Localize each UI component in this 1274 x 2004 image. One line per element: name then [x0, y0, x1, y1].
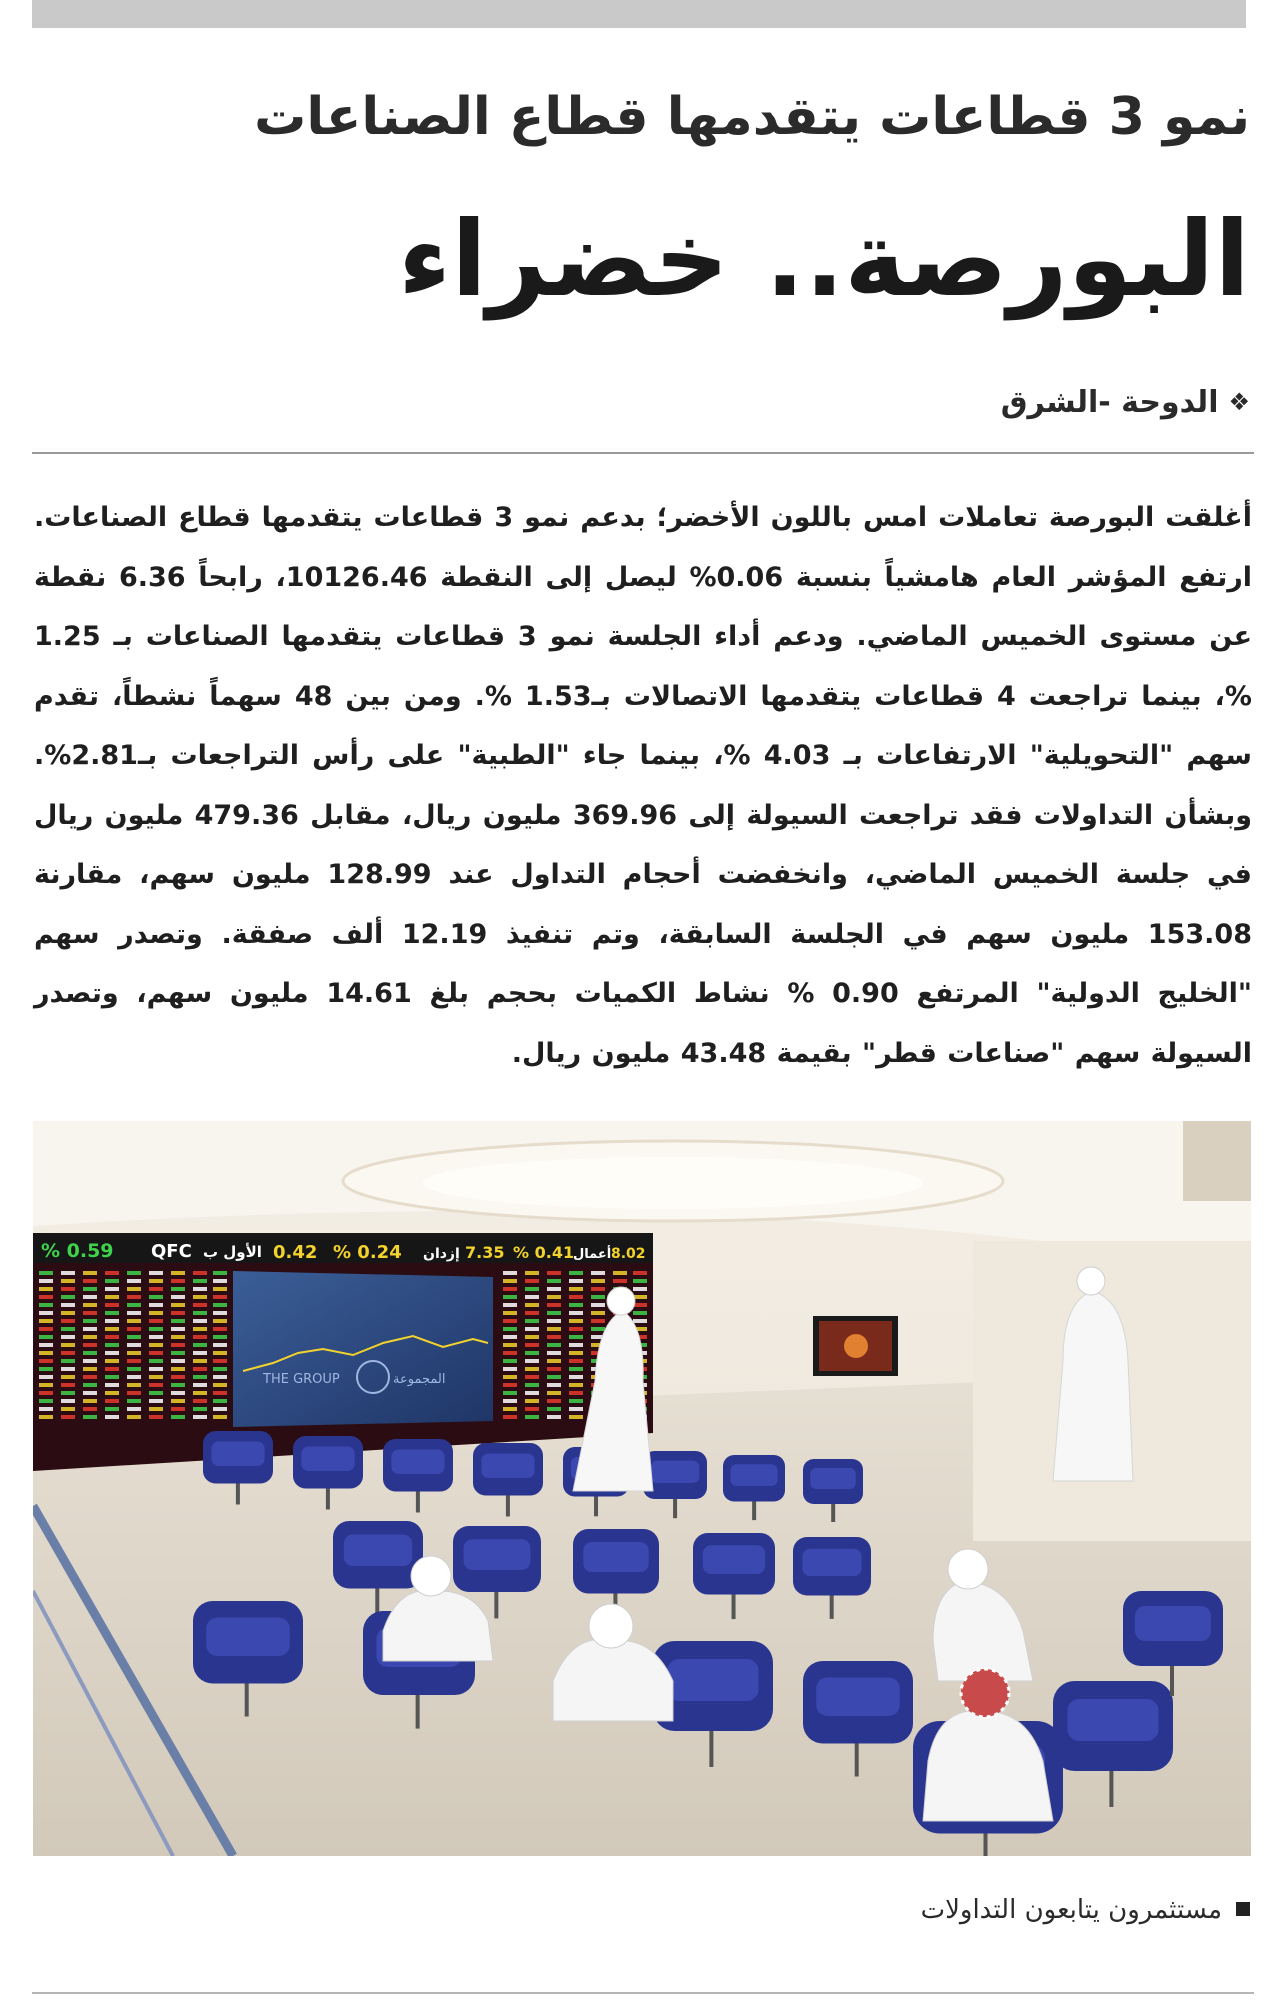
ticker-cell	[61, 1367, 75, 1371]
ticker-cell	[633, 1319, 647, 1323]
ticker-cell	[39, 1343, 53, 1347]
ticker-cell	[547, 1351, 561, 1355]
caption-text: مستثمرون يتابعون التداولات	[920, 1895, 1222, 1925]
ticker-cell	[61, 1415, 75, 1419]
ticker-cell	[39, 1279, 53, 1283]
ticker-cell	[61, 1407, 75, 1411]
ticker-cell	[171, 1351, 185, 1355]
ticker-cell	[39, 1359, 53, 1363]
ticker-cell	[127, 1359, 141, 1363]
ticker-cell	[105, 1279, 119, 1283]
ticker-cell	[503, 1399, 517, 1403]
trading-floor-photo	[33, 1121, 1251, 1856]
ticker-cell	[525, 1359, 539, 1363]
ticker-cell	[61, 1399, 75, 1403]
ticker-cell	[193, 1319, 207, 1323]
ticker-cell	[591, 1287, 605, 1291]
ticker-cell	[61, 1311, 75, 1315]
ticker-cell	[525, 1303, 539, 1307]
ticker-cell	[525, 1327, 539, 1331]
ticker-cell	[193, 1359, 207, 1363]
ticker-cell	[193, 1391, 207, 1395]
ticker-cell	[633, 1279, 647, 1283]
ticker-cell	[193, 1279, 207, 1283]
ticker-cell	[193, 1327, 207, 1331]
ticker-pct-1: % 0.59	[41, 1240, 114, 1262]
ticker-cell	[39, 1391, 53, 1395]
ticker-cell	[149, 1351, 163, 1355]
ticker-cell	[547, 1399, 561, 1403]
ticker-cell	[61, 1335, 75, 1339]
ticker-cell	[525, 1311, 539, 1315]
ticker-cell	[525, 1383, 539, 1387]
article-dateline	[1001, 382, 1250, 423]
ticker-cell	[525, 1279, 539, 1283]
ticker-cell	[569, 1319, 583, 1323]
ticker-cell	[83, 1351, 97, 1355]
ticker-cell	[503, 1279, 517, 1283]
ticker-cell	[613, 1271, 627, 1275]
ticker-cell	[39, 1367, 53, 1371]
ticker-cell	[149, 1391, 163, 1395]
ticker-cell	[105, 1295, 119, 1299]
ticker-cell	[39, 1287, 53, 1291]
ticker-cell	[633, 1311, 647, 1315]
ticker-cell	[525, 1375, 539, 1379]
ticker-cell	[39, 1319, 53, 1323]
ticker-cell	[127, 1303, 141, 1307]
ticker-cell	[127, 1295, 141, 1299]
ticker-cell	[61, 1383, 75, 1387]
ticker-cell	[149, 1327, 163, 1331]
ticker-cell	[569, 1367, 583, 1371]
top-gray-bar	[32, 0, 1246, 28]
ticker-cell	[193, 1271, 207, 1275]
ticker-cell	[569, 1399, 583, 1403]
ticker-cell	[105, 1351, 119, 1355]
ticker-cell	[547, 1303, 561, 1307]
ticker-cell	[525, 1399, 539, 1403]
ticker-cell	[149, 1279, 163, 1283]
ticker-cell	[83, 1279, 97, 1283]
ticker-cell	[83, 1375, 97, 1379]
ticker-cell	[127, 1351, 141, 1355]
ticker-cell	[83, 1295, 97, 1299]
ticker-cell	[61, 1295, 75, 1299]
ticker-cell	[503, 1407, 517, 1411]
ticker-cell	[39, 1311, 53, 1315]
ticker-cell	[503, 1303, 517, 1307]
ticker-cell	[547, 1367, 561, 1371]
ticker-cell	[171, 1303, 185, 1307]
ticker-cell	[127, 1343, 141, 1347]
header-divider	[32, 452, 1254, 454]
dateline-text: الدوحة -الشرق	[1000, 385, 1219, 420]
ticker-cell	[61, 1303, 75, 1307]
ticker-cell	[61, 1359, 75, 1363]
ticker-cell	[127, 1399, 141, 1403]
ticker-cell	[83, 1399, 97, 1403]
ticker-cell	[503, 1415, 517, 1419]
ticker-cell	[503, 1271, 517, 1275]
ticker-qfc: QFC	[151, 1241, 192, 1262]
ticker-cell	[547, 1287, 561, 1291]
ticker-cell	[503, 1359, 517, 1363]
ticker-cell	[127, 1415, 141, 1419]
ticker-cell	[633, 1287, 647, 1291]
ticker-cell	[105, 1303, 119, 1307]
ticker-cell	[127, 1335, 141, 1339]
ticker-cell	[105, 1383, 119, 1387]
ticker-cell	[61, 1279, 75, 1283]
ticker-cell	[547, 1295, 561, 1299]
ticker-cell	[569, 1271, 583, 1275]
ticker-cell	[547, 1335, 561, 1339]
ticker-cell	[83, 1359, 97, 1363]
ticker-cell	[127, 1287, 141, 1291]
ticker-cell	[193, 1295, 207, 1299]
ticker-cell	[105, 1343, 119, 1347]
ticker-cell	[503, 1383, 517, 1387]
ticker-cell	[569, 1391, 583, 1395]
screen-logo-ar: المجموعة	[393, 1372, 446, 1387]
ticker-cell	[213, 1351, 227, 1355]
ticker-cell	[591, 1279, 605, 1283]
ticker-cell	[547, 1279, 561, 1283]
ticker-cell	[525, 1391, 539, 1395]
ticker-cell	[149, 1311, 163, 1315]
ticker-cell	[39, 1295, 53, 1299]
ticker-cell	[127, 1271, 141, 1275]
ticker-cell	[149, 1407, 163, 1411]
ticker-cell	[547, 1271, 561, 1275]
ticker-cell	[149, 1383, 163, 1387]
ticker-cell	[569, 1311, 583, 1315]
ticker-cell	[105, 1407, 119, 1411]
ticker-cell	[525, 1351, 539, 1355]
ticker-cell	[149, 1335, 163, 1339]
ticker-cell	[503, 1287, 517, 1291]
ticker-cell	[149, 1319, 163, 1323]
ticker-cell	[193, 1407, 207, 1411]
ticker-cell	[105, 1319, 119, 1323]
ticker-cell	[525, 1415, 539, 1419]
ticker-cell	[525, 1287, 539, 1291]
ticker-cell	[569, 1335, 583, 1339]
ticker-cell	[547, 1311, 561, 1315]
ticker-cell	[213, 1287, 227, 1291]
ticker-cell	[149, 1399, 163, 1403]
ticker-cell	[193, 1351, 207, 1355]
ticker-cell	[569, 1351, 583, 1355]
ticker-cell	[569, 1383, 583, 1387]
ticker-cell	[171, 1319, 185, 1323]
ticker-cell	[149, 1367, 163, 1371]
ticker-cell	[83, 1287, 97, 1291]
article-kicker: نمو 3 قطاعات يتقدمها قطاع الصناعات	[254, 87, 1250, 147]
ticker-cell	[83, 1311, 97, 1315]
ticker-cell	[213, 1271, 227, 1275]
ticker-cell	[213, 1295, 227, 1299]
ticker-cell	[569, 1279, 583, 1283]
ticker-cell	[503, 1327, 517, 1331]
ticker-cell	[83, 1367, 97, 1371]
ticker-cell	[591, 1327, 605, 1331]
photo-caption	[921, 1890, 1250, 1930]
ticker-cell	[547, 1407, 561, 1411]
ticker-value-2: % 0.24	[333, 1242, 402, 1263]
ticker-cell	[171, 1391, 185, 1395]
ticker-cell	[569, 1295, 583, 1299]
ticker-cell	[149, 1303, 163, 1307]
ticker-cell	[569, 1327, 583, 1331]
ticker-cell	[105, 1335, 119, 1339]
footer-divider	[32, 1992, 1254, 1994]
ticker-cell	[83, 1335, 97, 1339]
ticker-cell	[547, 1391, 561, 1395]
square-bullet-icon	[1236, 1902, 1250, 1916]
ticker-cell	[569, 1287, 583, 1291]
ticker-cell	[105, 1271, 119, 1275]
ticker-cell	[193, 1311, 207, 1315]
ticker-cell	[213, 1399, 227, 1403]
ticker-cell	[127, 1319, 141, 1323]
ticker-value-5: 8.02	[611, 1246, 646, 1262]
screen-logo-en: THE GROUP	[263, 1372, 340, 1387]
ticker-cell	[61, 1327, 75, 1331]
ticker-cell	[525, 1335, 539, 1339]
ticker-cell	[39, 1351, 53, 1355]
ticker-cell	[105, 1367, 119, 1371]
ticker-cell	[149, 1359, 163, 1363]
ticker-cell	[149, 1271, 163, 1275]
ticker-cell	[547, 1359, 561, 1363]
ticker-cell	[39, 1383, 53, 1387]
ticker-board	[33, 1233, 653, 1471]
ticker-cell	[61, 1375, 75, 1379]
ticker-cell	[569, 1407, 583, 1411]
ticker-cell	[569, 1375, 583, 1379]
ticker-cell	[193, 1399, 207, 1403]
ticker-cell	[149, 1415, 163, 1419]
ticker-cell	[149, 1287, 163, 1291]
ticker-cell	[61, 1287, 75, 1291]
ticker-cell	[171, 1359, 185, 1363]
ticker-cell	[503, 1351, 517, 1355]
ticker-cell	[61, 1343, 75, 1347]
ticker-cell	[149, 1375, 163, 1379]
ticker-cell	[171, 1383, 185, 1387]
ticker-cell	[39, 1303, 53, 1307]
article-headline: البورصة.. خضراء	[398, 198, 1250, 320]
ticker-cell	[171, 1415, 185, 1419]
ticker-cell	[171, 1279, 185, 1283]
ticker-cell	[213, 1335, 227, 1339]
ticker-cell	[213, 1359, 227, 1363]
ticker-cell	[547, 1375, 561, 1379]
ticker-cell	[547, 1415, 561, 1419]
ticker-cell	[105, 1391, 119, 1395]
ticker-cell	[39, 1327, 53, 1331]
ticker-cell	[591, 1311, 605, 1315]
ticker-cell	[171, 1327, 185, 1331]
ticker-cell	[547, 1343, 561, 1347]
ticker-cell	[193, 1415, 207, 1419]
ticker-cell	[127, 1327, 141, 1331]
ticker-cell	[83, 1271, 97, 1275]
ticker-cell	[105, 1287, 119, 1291]
ticker-ezdan: إزدان	[423, 1246, 460, 1262]
ticker-cell	[171, 1343, 185, 1347]
ticker-cell	[127, 1375, 141, 1379]
ticker-cell	[105, 1359, 119, 1363]
ticker-cell	[213, 1327, 227, 1331]
ticker-cell	[83, 1303, 97, 1307]
ticker-cell	[171, 1295, 185, 1299]
ticker-cell	[171, 1287, 185, 1291]
ticker-cell	[633, 1271, 647, 1275]
ticker-cell	[171, 1375, 185, 1379]
ticker-cell	[83, 1391, 97, 1395]
ticker-cell	[149, 1295, 163, 1299]
ticker-cell	[193, 1367, 207, 1371]
ticker-cell	[105, 1311, 119, 1315]
ticker-cell	[171, 1271, 185, 1275]
ticker-cell	[39, 1407, 53, 1411]
ticker-cell	[171, 1311, 185, 1315]
ticker-cell	[503, 1311, 517, 1315]
ticker-cell	[83, 1327, 97, 1331]
ticker-cell	[171, 1407, 185, 1411]
ticker-cell	[213, 1279, 227, 1283]
ticker-amal: أعمال	[573, 1247, 612, 1262]
ticker-cell	[61, 1391, 75, 1395]
ticker-cell	[591, 1271, 605, 1275]
ticker-cell	[39, 1375, 53, 1379]
ticker-cell	[525, 1367, 539, 1371]
ticker-cell	[547, 1319, 561, 1323]
ticker-cell	[171, 1367, 185, 1371]
ticker-cell	[127, 1367, 141, 1371]
ticker-cell	[127, 1311, 141, 1315]
ticker-cell	[39, 1399, 53, 1403]
ticker-cell	[105, 1327, 119, 1331]
ticker-value-3: 7.35	[465, 1243, 505, 1262]
ticker-cell	[569, 1359, 583, 1363]
ticker-value-4: % 0.41	[513, 1243, 575, 1262]
ticker-cell	[591, 1303, 605, 1307]
ticker-cell	[503, 1343, 517, 1347]
ticker-cell	[213, 1303, 227, 1307]
ticker-cell	[127, 1407, 141, 1411]
ticker-cell	[503, 1295, 517, 1299]
ticker-cell	[83, 1319, 97, 1323]
ticker-cell	[569, 1343, 583, 1347]
ticker-cell	[503, 1319, 517, 1323]
ticker-cell	[569, 1303, 583, 1307]
ticker-cell	[193, 1383, 207, 1387]
ticker-cell	[61, 1271, 75, 1275]
ticker-cell	[83, 1415, 97, 1419]
ticker-cell	[61, 1319, 75, 1323]
ticker-cell	[193, 1335, 207, 1339]
ticker-cell	[525, 1271, 539, 1275]
ticker-cell	[613, 1279, 627, 1283]
ticker-cell	[171, 1399, 185, 1403]
ticker-cell	[213, 1383, 227, 1387]
ticker-cell	[193, 1303, 207, 1307]
ticker-cell	[39, 1271, 53, 1275]
ticker-cell	[83, 1383, 97, 1387]
ticker-cell	[547, 1383, 561, 1387]
ticker-cell	[105, 1415, 119, 1419]
ticker-cell	[213, 1311, 227, 1315]
ticker-cell	[525, 1343, 539, 1347]
ticker-cell	[39, 1415, 53, 1419]
ticker-value-1: 0.42	[273, 1242, 318, 1263]
ticker-cell	[525, 1319, 539, 1323]
ticker-cell	[213, 1319, 227, 1323]
ticker-awal: الأول ب	[203, 1243, 262, 1261]
ticker-cell	[591, 1319, 605, 1323]
ticker-cell	[503, 1335, 517, 1339]
ticker-cell	[213, 1415, 227, 1419]
ticker-cell	[213, 1375, 227, 1379]
ticker-cell	[193, 1287, 207, 1291]
ticker-cell	[127, 1279, 141, 1283]
ticker-cell	[591, 1295, 605, 1299]
ticker-cell	[105, 1375, 119, 1379]
ticker-cell	[213, 1343, 227, 1347]
article-body: أغلقت البورصة تعاملات امس باللون الأخضر؛ بدعم نمو 3 قطاعات يتقدمها قطاع الصناعات. ارتفع المؤشر العام هامشياً بنسبة 0.06% ليصل إلى النقطة 10126.46، رابحاً 6.36 نقطة عن مستوى الخميس الماضي. ودعم أداء الجلسة نمو 3 قطاعات يتقدمها الصناعات بـ 1.25 %، بينما تراجعت 4 قطاعات يتقدمها الاتصالات بـ1.53 %. ومن بين 48 سهماً نشطاً، تقدم سهم "التحويلية" الارتفاعات بـ 4.03 %، بينما جاء "الطبية" على رأس التراجعات بـ2.81%. وبشأن التداولات فقد تراجعت السيولة إلى 369.96 مليون ريال، مقابل 479.36 مليون ريال في جلسة الخميس الماضي، وانخفضت أحجام التداول عند 128.99 مليون سهم، مقارنة 153.08 مليون سهم في الجلسة السابقة، وتم تنفيذ 12.19 ألف صفقة. وتصدر سهم "الخليج الدولية" المرتفع 0.90 % نشاط الكميات بحجم بلغ 14.61 مليون سهم، وتصدر السيولة سهم "صناعات قطر" بقيمة 43.48 مليون ريال.	[34, 502, 1253, 1069]
ticker-cell	[213, 1407, 227, 1411]
ticker-cell	[105, 1399, 119, 1403]
ticker-cell	[503, 1391, 517, 1395]
ticker-cell	[171, 1335, 185, 1339]
ticker-cell	[525, 1407, 539, 1411]
ticker-cell	[61, 1351, 75, 1355]
ticker-cell	[193, 1375, 207, 1379]
ticker-cell	[503, 1375, 517, 1379]
ticker-cell	[213, 1367, 227, 1371]
ticker-cell	[127, 1391, 141, 1395]
ticker-cell	[83, 1407, 97, 1411]
diamond-bullet-icon: ❖	[1228, 388, 1250, 416]
ticker-cell	[83, 1343, 97, 1347]
ticker-cell	[525, 1295, 539, 1299]
ticker-cell	[149, 1343, 163, 1347]
ticker-cell	[569, 1415, 583, 1419]
ticker-cell	[39, 1335, 53, 1339]
ticker-cell	[547, 1327, 561, 1331]
ticker-cell	[127, 1383, 141, 1387]
ticker-cell	[503, 1367, 517, 1371]
ticker-cell	[213, 1391, 227, 1395]
ticker-cell	[193, 1343, 207, 1347]
